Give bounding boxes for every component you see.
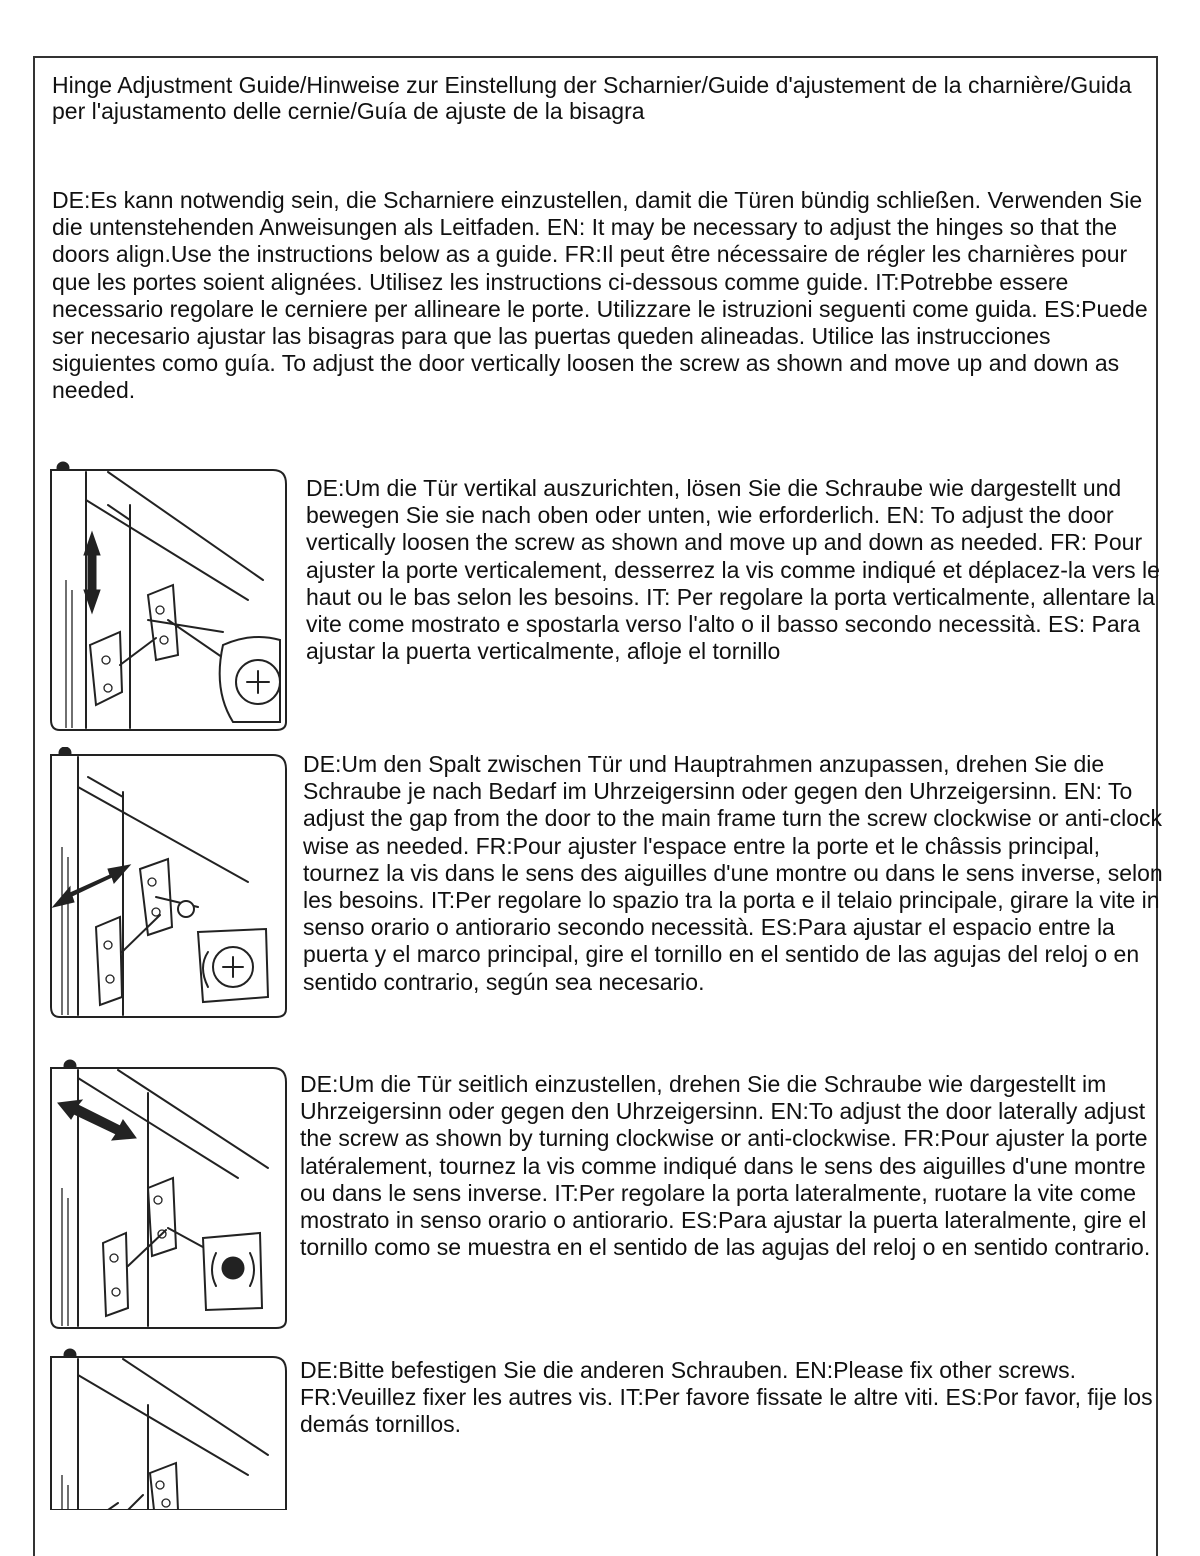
step-fix-screws-text: DE:Bitte befestigen Sie die anderen Schrauben. EN:Please fix other screws. FR:Veuillez fixer les autres vis. IT:Per favore fissate le altre viti. ES:Por favor, fije los demás tornillos. [300,1357,1153,1438]
step-depth-text: DE:Um den Spalt zwischen Tür und Hauptrahmen anzupassen, drehen Sie die Schraube je nach Bedarf im Uhrzeigersinn oder gegen den Uhrzeigersinn. EN: To adjust the gap from the door to the main frame turn the screw clockwise or anti-clock wise as needed. FR:Pour ajuster l'espace entre la porte et le châssis principal, tournez la vis dans le sens des aiguilles d'une montre ou dans le sens inverse, selon les besoins. IT:Per regolare lo spazio tra la porta e il telaio principale, girare la vite in senso orario o antiorario secondo necessità. ES:Para ajustar el espacio entre la puerta y el marco principal, gire el tornillo en el sentido de las agujas del reloj o en sentido contrario, según sea necesario. [303,751,1163,995]
hinge-depth-adjustment-illustration [48,747,290,1022]
intro-paragraph: DE:Es kann notwendig sein, die Scharniere einzustellen, damit die Türen bündig schließen. Verwenden Sie die untenstehenden Anweisungen als Leitfaden. EN: It may be necessary to adjust the hinges so that the doors align.Use the instructions below as a guide. FR:Il peut être nécessaire de régler les charnières pour que les portes soient alignées. Utilisez les instructions ci-dessous comme guide. IT:Potrebbe essere necessario regolare le cerniere per allineare le porte. Utilizzare le istruzioni seguenti come guida. ES:Puede ser necesario ajustar las bisagras para que las puertas queden alineadas. Utilice las instrucciones siguientes como guía. To adjust the door vertically loosen the screw as shown and move up and down as needed. [52,187,1148,404]
hinge-fix-screws-illustration [48,1345,290,1510]
page-title: Hinge Adjustment Guide/Hinweise zur Einstellung der Scharnier/Guide d'ajustement de la charnière/Guida per l'ajustamento delle cernie/Guía de ajuste de la bisagra [52,72,1132,124]
hinge-lateral-adjustment-illustration [48,1058,290,1333]
step-vertical-text: DE:Um die Tür vertikal auszurichten, lösen Sie die Schraube wie dargestellt und bewegen Sie sie nach oben oder unten, wie erforderlich. EN: To adjust the door vertically loosen the screw as shown and move up and down as needed. FR: Pour ajuster la porte verticalement, desserrez la vis comme indiqué et déplacez-la vers le haut ou le bas selon les besoins. IT: Per regolare la porta verticalmente, allentare la vite come mostrato e spostarla verso l'alto o il basso secondo necessità. ES: Para ajustar la puerta verticalmente, afloje el tornillo [306,475,1160,665]
hinge-vertical-adjustment-illustration [48,460,290,735]
step-lateral-text: DE:Um die Tür seitlich einzustellen, drehen Sie die Schraube wie dargestellt im Uhrzeigersinn oder gegen den Uhrzeigersinn. EN:To adjust the door laterally adjust the screw as shown by turning clockwise or anti-clockwise. FR:Pour ajuster la porte latéralement, tournez la vis comme indiqué dans le sens des aiguilles d'une montre ou dans le sens inverse. IT:Per regolare la porta lateralmente, ruotare la vite come mostrato in senso orario o antiorario. ES:Para ajustar la puerta lateralmente, gire el tornillo como se muestra en el sentido de las agujas del reloj o en sentido contrario. [300,1071,1151,1261]
